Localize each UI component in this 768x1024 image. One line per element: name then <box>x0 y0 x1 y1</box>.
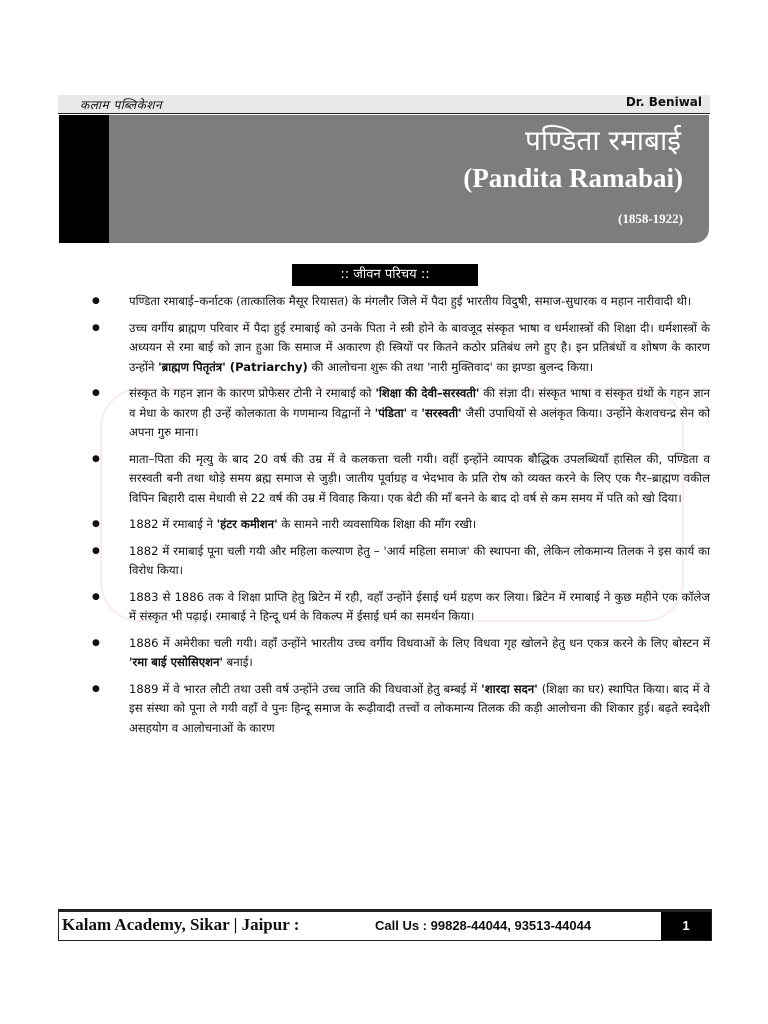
page-number: 1 <box>661 912 711 940</box>
bold-term: 'ब्राह्मण पितृतंत्र' (Patriarchy) <box>158 359 308 374</box>
bold-term: 'सरस्वती' <box>421 405 462 420</box>
text-segment: उच्च वर्गीय ब्राह्मण परिवार में पैदा हुई रमाबाई को उनके पिता ने स्त्री होने के बावजूद संस्कृत भाषा व धर्मशास्त्रों की शिक्षा दी। धर्मशास्त्रों के अध्ययन से रमा बाई को ज्ञान हुआ कि समाज में अकारण ही स्त्रियों पर कितने कठोर प्रतिबंध लगे हुए है। इन प्रतिबंधों व शोषण के कारण उन्होंने <box>129 320 710 374</box>
text-segment: (शिक्षा का घर) स्थापित किया। बाद में वे इस संस्था को पूना ले गयी वहाँ वे पुनः हिन्दू समाज के रूढ़ीवादी तत्त्वों व लोकमान्य तिलक की कड़ी आलोचना की शिकार हुई। बढ़ते स्वदेशी असहयोग व आलोचनाओं के कारण <box>129 681 710 735</box>
footer-academy: Kalam Academy, Sikar | Jaipur : <box>62 915 300 934</box>
bullet-item <box>92 634 710 673</box>
bold-term: 'रमा बाई एसोसिएशन' <box>129 655 223 669</box>
bold-term: 'शारदा सदन' <box>481 681 538 696</box>
text-segment: माता–पिता की मृत्यु के बाद 20 वर्ष की उम्र में वे कलकत्ता चली गयी। वहीं इन्होंने व्यापक बौद्धिक उपलब्धियाँ हासिल की, पण्डिता व सरस्वती बनी तथा थोड़े समय ब्रह्म समाज से जुड़ी। जातीय पूर्वाग्रह व भेदभाव के प्रति रोष को व्यक्त करने के लिए एक गैर–ब्राह्मण वकील विपिन बिहारी दास मेधावी से 22 वर्ष की उम्र में विवाह किया। एक बेटी की माँ बनने के बाद दो वर्ष से कम समय में पति को खो दिया। <box>129 451 710 505</box>
bullet-item <box>92 384 710 443</box>
text-segment: जैसी उपाधियों से अलंकृत किया। उन्होंने केशवचन्द्र सेन को अपना गुरु माना। <box>129 405 711 439</box>
bullet-item <box>92 515 710 535</box>
title-english: (Pandita Ramabai) <box>463 163 683 193</box>
text-segment: के सामने नारी व्यवसायिक शिक्षा की माँग रखी। <box>277 517 477 531</box>
bullet-item <box>92 319 710 378</box>
bullet-item <box>92 680 710 739</box>
bullet-item <box>92 542 710 581</box>
text-segment: 1889 में वे भारत लौटी तथा उसी वर्ष उन्होंने उच्च जाति की विधवाओं हेतु बम्बई में <box>129 681 482 696</box>
footer-phone: Call Us : 99828-44044, 93513-44044 <box>375 918 592 933</box>
text-segment: संस्कृत के गहन ज्ञान के कारण प्रोफेसर टोनी ने रमाबाई को <box>129 386 376 400</box>
bullet-item <box>92 292 710 312</box>
running-header <box>58 95 710 114</box>
text-segment: 1883 से 1886 तक वे शिक्षा प्राप्ति हेतु ब्रिटेन में रही, वहाँ उन्होंने ईसाई धर्म ग्रहण कर लिया। ब्रिटेन में रमाबाई ने कुछ महीने एक कॉलेज में संस्कृत भी पढ़ाई। रमाबाई ने हिन्दू धर्म के विकल्प में ईसाई धर्म का समर्थन किया। <box>129 589 710 623</box>
section-heading: :: जीवन परिचय :: <box>292 264 478 286</box>
title-banner <box>109 115 709 243</box>
author-name: Dr. Beniwal <box>625 95 702 109</box>
publisher-name: कलाम पब्लिकेशन <box>80 98 163 112</box>
bullet-list <box>92 292 710 745</box>
bullet-item <box>92 450 710 509</box>
text-segment: बनाई। <box>223 655 253 669</box>
page-footer <box>58 909 712 941</box>
text-segment: की आलोचना शुरू की तथा 'नारी मुक्तिवाद' का झण्डा बुलन्द किया। <box>307 359 594 374</box>
title-side-bar <box>59 115 109 243</box>
bold-term: 'पंडिता' <box>374 405 408 420</box>
text-segment: 1882 में रमाबाई ने <box>129 517 217 531</box>
bold-term: 'शिक्षा की देवी–सरस्वती' <box>375 386 480 400</box>
title-hindi: पण्डिता रमाबाई <box>525 124 681 157</box>
text-segment: पण्डिता रमाबाई–कर्नाटक (तात्कालिक मैसूर रियासत) के मंगलौर जिले में पैदा हुई भारतीय विदुषी, समाज-सुधारक व महान नारीवादी थी। <box>129 294 692 308</box>
life-years: (1858-1922) <box>618 211 683 226</box>
text-segment: की संज्ञा दी। संस्कृत भाषा व संस्कृत ग्रंथों के गहन ज्ञान व मेधा के कारण ही उन्हें कोलकाता के गणमान्य विद्वानों ने <box>129 386 710 420</box>
bold-term: 'हंटर कमीशन' <box>216 517 278 531</box>
bullet-item <box>92 588 710 627</box>
text-segment: व <box>407 405 422 420</box>
text-segment: 1886 में अमेरीका चली गयी। वहाँ उन्होंने भारतीय उच्च वर्गीय विधवाओं के लिए विधवा गृह खोलने हेतु धन एकत्र करने के लिए बोस्टन में <box>129 635 710 650</box>
text-segment: 1882 में रमाबाई पूना चली गयी और महिला कल्याण हेतु – 'आर्य महिला समाज' की स्थापना की, लेकिन लोकमान्य तिलक ने इस कार्य का विरोध किया। <box>129 543 710 577</box>
